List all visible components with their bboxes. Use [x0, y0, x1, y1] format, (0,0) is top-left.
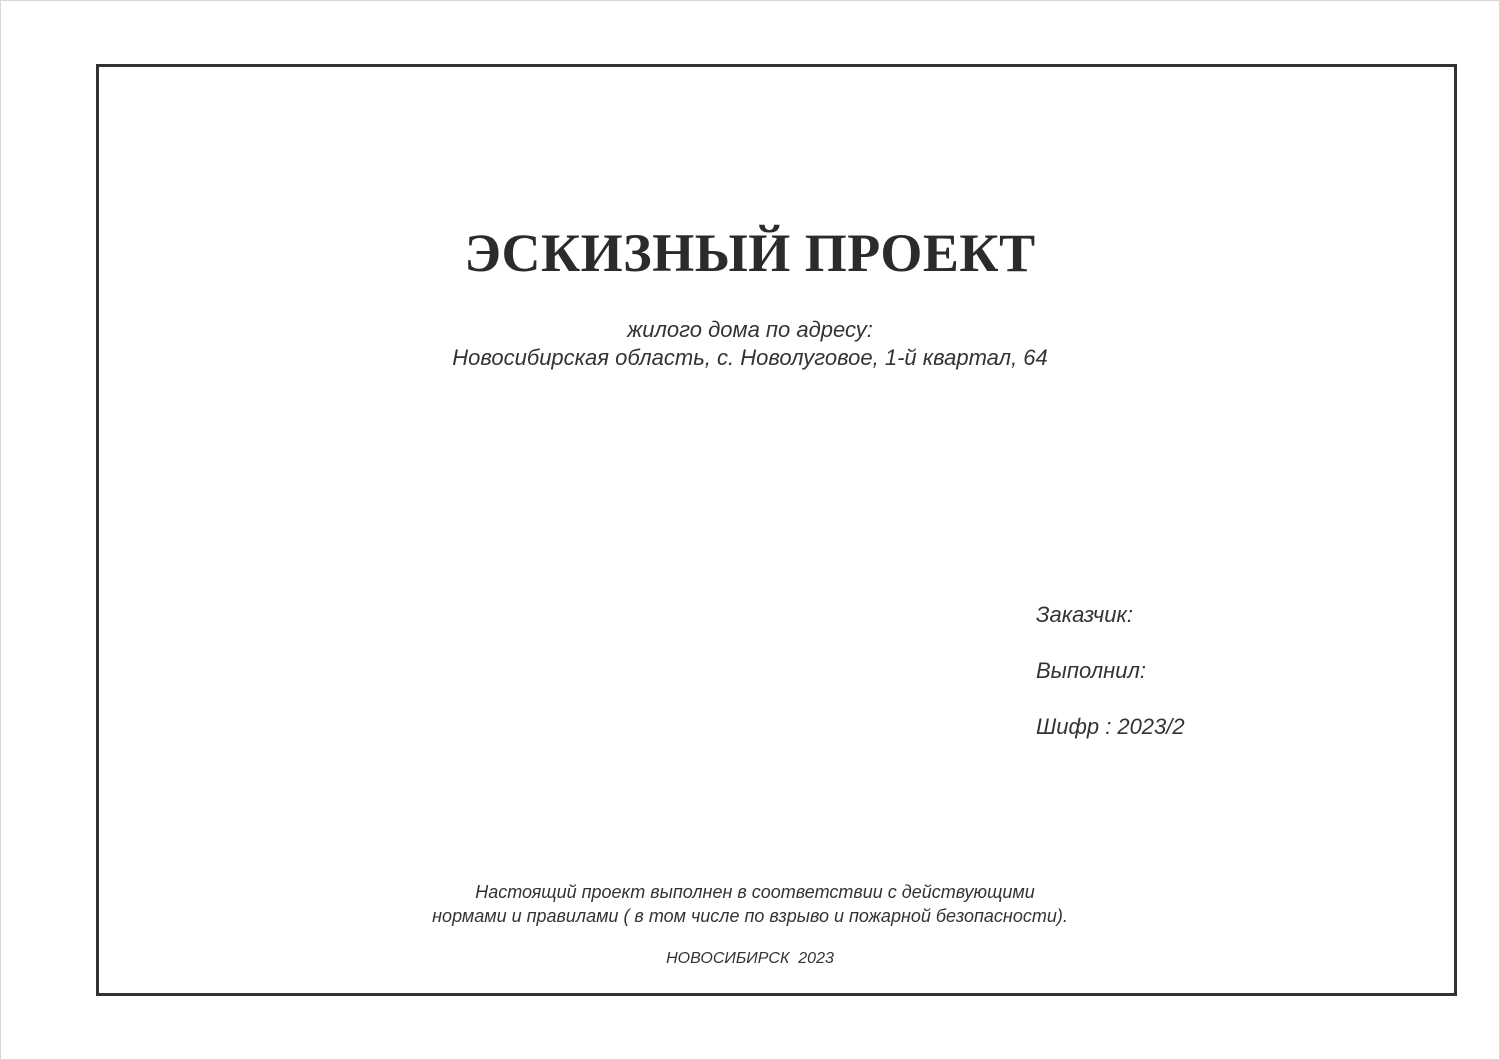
- document-frame: [96, 64, 1457, 996]
- cipher-value: 2023/2: [1117, 714, 1185, 739]
- subtitle-line-1: жилого дома по адресу:: [627, 317, 873, 342]
- document-title: ЭСКИЗНЫЙ ПРОЕКТ: [464, 223, 1036, 283]
- cipher-line: [1036, 714, 1185, 740]
- city-year: НОВОСИБИРСК 2023: [666, 950, 834, 967]
- customer-label: Заказчик:: [1036, 602, 1133, 627]
- performer-label: Выполнил:: [1036, 658, 1146, 683]
- compliance-note-line-2: нормами и правилами ( в том числе по взрыво и пожарной безопасности).: [432, 906, 1068, 926]
- subtitle-address: Новосибирская область, с. Новолуговое, 1-й квартал, 64: [452, 345, 1048, 370]
- cipher-label: Шифр :: [1036, 714, 1112, 739]
- compliance-note-line-1: Настоящий проект выполнен в соответствии с действующими: [475, 882, 1035, 902]
